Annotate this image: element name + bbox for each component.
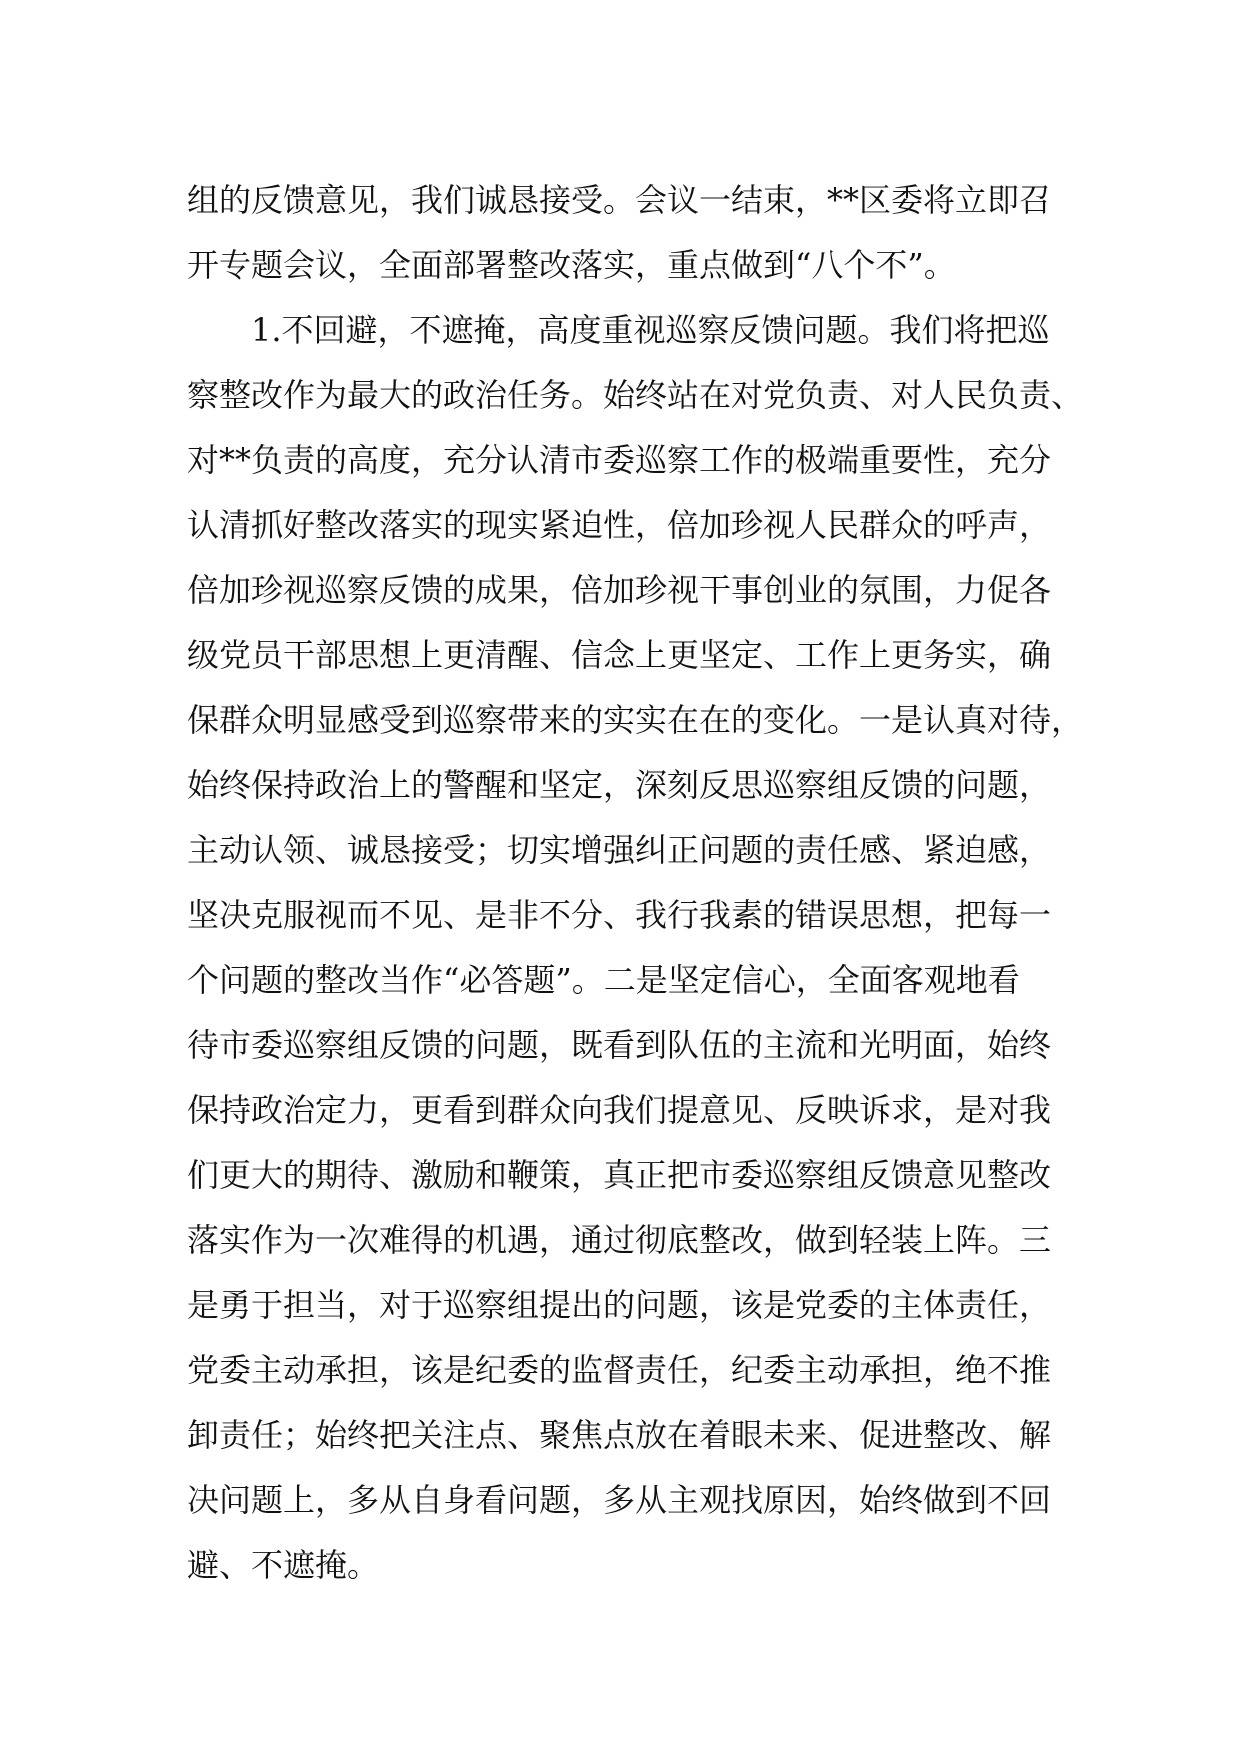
text-line: 们更大的期待、激励和鞭策，真正把市委巡察组反馈意见整改	[187, 1156, 1052, 1194]
text-line: 对**负责的高度，充分认清市委巡察工作的极端重要性，充分	[187, 441, 1052, 479]
text-line: 坚决克服视而不见、是非不分、我行我素的错误思想，把每一	[187, 896, 1052, 934]
text-line: 认清抓好整改落实的现实紧迫性，倍加珍视人民群众的呼声，	[187, 506, 1052, 544]
text-line: 卸责任；始终把关注点、聚焦点放在着眼未来、促进整改、解	[187, 1416, 1052, 1454]
text-line: 始终保持政治上的警醒和坚定，深刻反思巡察组反馈的问题，	[187, 766, 1052, 804]
text-line: 保群众明显感受到巡察带来的实实在在的变化。一是认真对待，	[187, 701, 1084, 739]
text-line: 组的反馈意见，我们诚恳接受。会议一结束，**区委将立即召	[187, 181, 1052, 219]
text-line: 主动认领、诚恳接受；切实增强纠正问题的责任感、紧迫感，	[187, 831, 1052, 869]
text-line: 察整改作为最大的政治任务。始终站在对党负责、对人民负责、	[187, 376, 1084, 414]
text-line: 党委主动承担，该是纪委的监督责任，纪委主动承担，绝不推	[187, 1351, 1052, 1389]
text-line: 保持政治定力，更看到群众向我们提意见、反映诉求，是对我	[187, 1091, 1052, 1129]
text-line: 落实作为一次难得的机遇，通过彻底整改，做到轻装上阵。三	[187, 1221, 1052, 1259]
text-line: 级党员干部思想上更清醒、信念上更坚定、工作上更务实，确	[187, 636, 1052, 674]
text-line: 避、不遮掩。	[187, 1546, 380, 1584]
text-line: 待市委巡察组反馈的问题，既看到队伍的主流和光明面，始终	[187, 1026, 1052, 1064]
text-line: 倍加珍视巡察反馈的成果，倍加珍视干事创业的氛围，力促各	[187, 571, 1052, 609]
document-body	[187, 168, 1087, 1598]
text-line: 开专题会议，全面部署整改落实，重点做到“八个不”。	[187, 246, 956, 284]
text-line: 个问题的整改当作“必答题”。二是坚定信心，全面客观地看	[187, 961, 1020, 999]
text-line: 决问题上，多从自身看问题，多从主观找原因，始终做到不回	[187, 1481, 1052, 1519]
text-line: 是勇于担当，对于巡察组提出的问题，该是党委的主体责任，	[187, 1286, 1052, 1324]
paragraph-heading-line: 1.不回避，不遮掩，高度重视巡察反馈问题。我们将把巡	[251, 311, 1050, 349]
